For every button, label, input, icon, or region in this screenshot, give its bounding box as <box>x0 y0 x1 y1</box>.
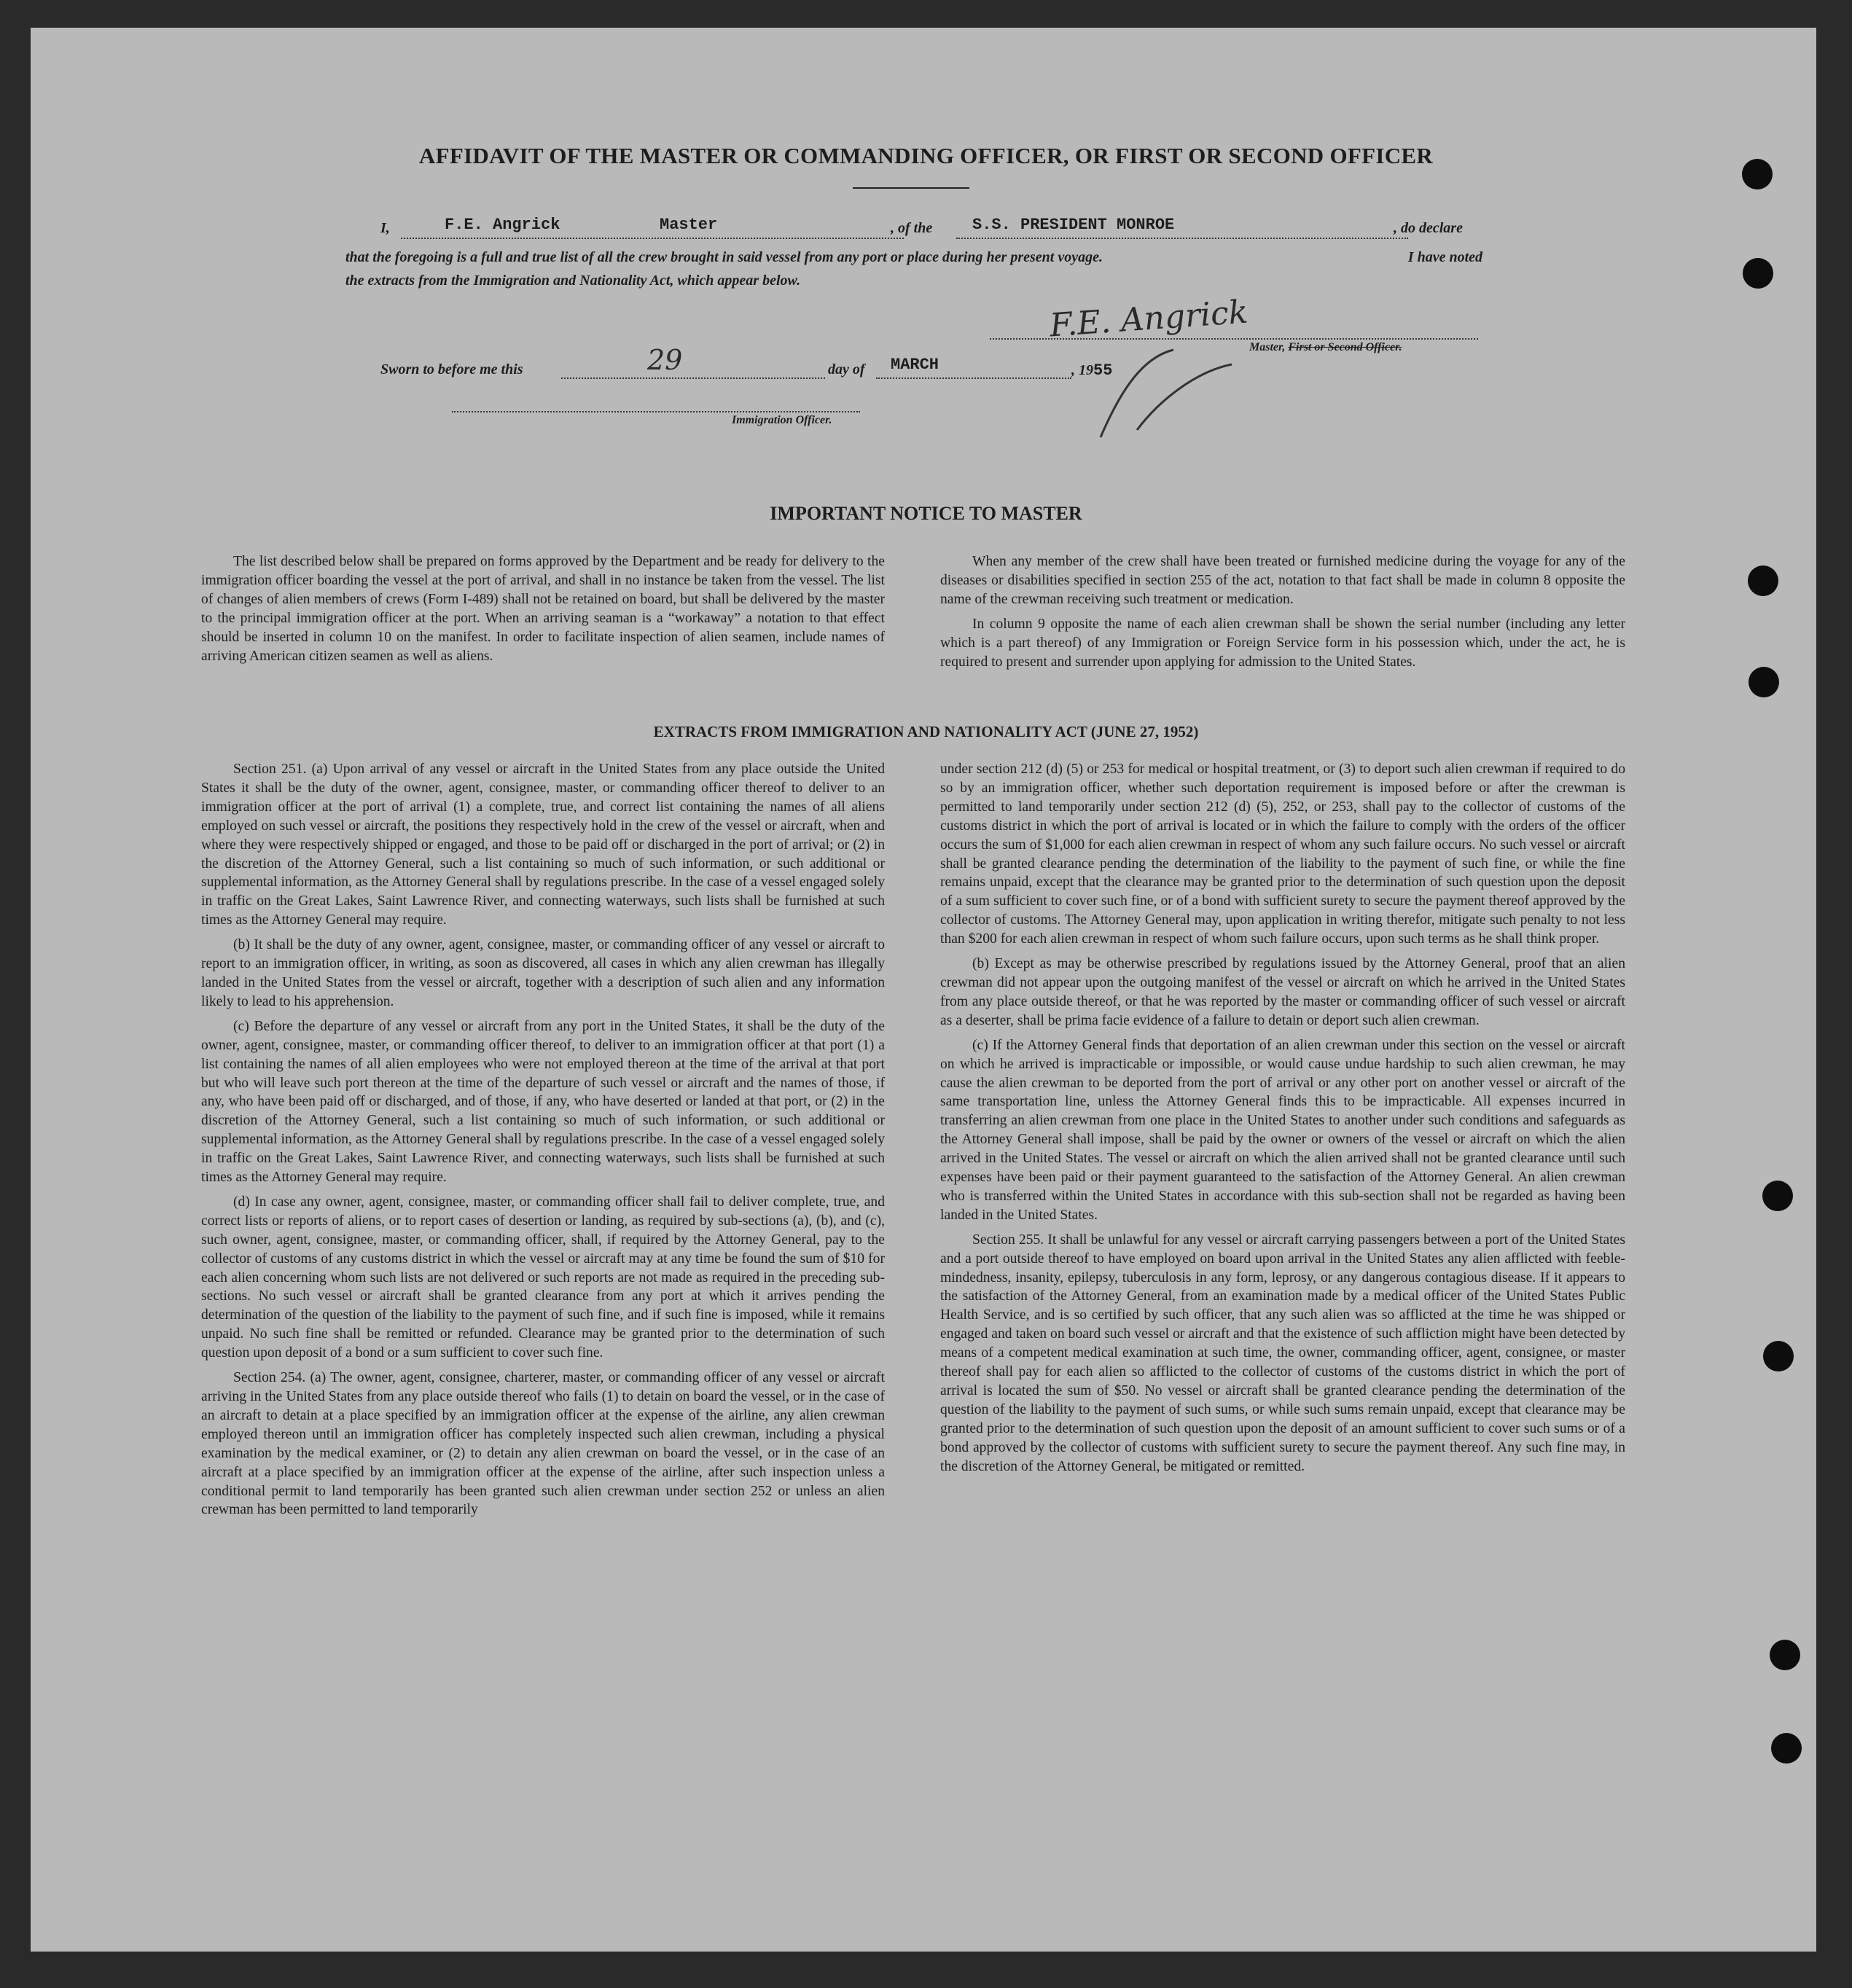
notice-right-column <box>940 552 1625 677</box>
punch-hole <box>1748 566 1778 596</box>
signer-title-master: Master, <box>1249 341 1286 353</box>
declaration-tail: I have noted <box>1407 249 1482 265</box>
section-251-a: Section 251. (a) Upon arrival of any vessel or aircraft in the United States from any place outside the United States it shall be the duty of the owner, agent, consignee, master, or commanding officer thereof to deliver to an immigration officer at the port of arrival (1) a complete, true, and correct list containing the names of all aliens employed on such vessel or aircraft, the positions they respectively hold in the crew of the vessel or aircraft, when and where they were respectively shipped or engaged, and those to be paid off or discharged in the port of arrival; or (2) in the discretion of the Attorney General, such a list containing so much of such information, or such additional or supplemental information, as the Attorney General shall by regulations prescribe. In the case of a vessel engaged solely in traffic on the Great Lakes, Saint Lawrence River, and connecting waterways, such lists shall be furnished at such times as the Attorney General may require. <box>201 762 885 928</box>
section-251-d: (d) In case any owner, agent, consignee, master, or commanding officer shall fail to deliver complete, true, and correct lists or reports of aliens, or to report cases of desertion or landing, as required by sub-sections (a), (b), and (c), such owner, agent, consignee, master, or commanding officer, shall, if required by the Attorney General, pay to the collector of customs of any customs district in which the vessel or aircraft may at any time be found the sum of $10 for each alien concerning whom such lists are not delivered or such reports are not made as required in the preceding sub-sections. No such vessel or aircraft shall be granted clearance from any port at which it arrives pending the determination of the question of the liability to the payment of such fine, and if such fine is imposed, while it remains unpaid. No such fine shall be remitted or refunded. Clearance may be granted prior to the determination of such question upon deposit of a bond or a sum sufficient to cover such fine. <box>201 1194 885 1361</box>
notice-left-text: The list described below shall be prepared on forms approved by the Department and be ready for delivery to the immigration officer boarding the vessel at the port of arrival, and shall in no instance be taken from the vessel. The list of changes of alien members of crews (Form I-489) shall not be retained on board, but shall be delivered by the master to the principal immigration officer at the port. When an arriving seaman is a “workaway” a notation to that effect should be inserted in column 10 on the manifest. In order to facilitate inspection of alien seamen, include names of arriving American citizen seamen as well as aliens. <box>201 554 885 664</box>
declaration-line-3: the extracts from the Immigration and Nationality Act, which appear below. <box>345 273 801 289</box>
section-254-a-cont: under section 212 (d) (5) or 253 for medical or hospital treatment, or (3) to deport such alien crewman if required to do so by an immigration officer, whether such deportation requirement is imposed before or after the crewman is permitted to land temporarily under section 212 (d) (5), 252, or 253, shall pay to the collector of customs of the customs district in which the port of arrival is located or in which the failure to comply with the orders of the officer occurs the sum of $1,000 for each alien crewman in respect of whom any such failure occurs. No such vessel or aircraft shall be granted clearance pending the determination of the liability to the payment of such fine, or while the fine remains unpaid, except that the clearance may be granted prior to the determination of such question upon the deposit of a sum sufficient to cover such fine, or of a bond with sufficient surety to secure the payment thereof approved by the collector of customs. The Attorney General may, upon application in writing therefor, mitigate such penalty to not less than $200 for each alien crewman in respect of whom such failure occurs, upon such terms as he shall think proper. <box>940 762 1625 947</box>
pronoun: I, <box>380 220 390 236</box>
punch-hole <box>1771 1733 1802 1764</box>
punch-hole <box>1763 1341 1794 1371</box>
extracts-right-column <box>940 760 1625 1482</box>
section-254-a: Section 254. (a) The owner, agent, consignee, charterer, master, or commanding officer of any vessel or aircraft arriving in the United States from any place outside thereof who fails (1) to detain on board the vessel, or in the case of an aircraft to detain at a place specified by an immigration officer at the expense of the airline, any alien crewman employed thereon until an immigration officer has completely inspected such alien crewman, including a physical examination by the medical examiner, or (2) to detain any alien crewman on board the vessel, or in the case of an aircraft at a place specified by an immigration officer at the expense of the airline, after such inspection unless a conditional permit to land temporarily has been granted such alien crewman under section 252 or unless an alien crewman has been permitted to land temporarily <box>201 1370 885 1518</box>
officer-field <box>401 216 904 239</box>
section-254-b: (b) Except as may be otherwise prescribed by regulations issued by the Attorney General, proof that an alien crewman did not appear upon the outgoing manifest of the vessel or aircraft on which he arrived in the United States from any place outside thereof, or that he was reported by the master or commanding officer of such vessel or aircraft as a deserter, shall be prima facie evidence of a failure to detain or deport such alien crewman. <box>940 956 1625 1028</box>
section-254-c: (c) If the Attorney General finds that deportation of an alien crewman under this section on the vessel or aircraft on which he arrived is impracticable or impossible, or would cause undue hardship to such alien crewman, he may cause the alien crewman to be deported from the port of arrival or any other port on another vessel or aircraft of the same transportation line, unless the Attorney General finds this to be impracticable. All expenses incurred in transferring an alien crewman from one place in the United States to another under such conditions and safeguards as the Attorney General shall impose, shall be paid by the owner or owners of the vessel or aircraft on which the alien arrived in the United States. The vessel or aircraft on which the alien arrived shall not be granted clearance until such expenses have been paid or their payment guaranteed to the satisfaction of the Attorney General. An alien crewman who is transferred within the United States in accordance with this sub-section shall not be regarded as having been landed in the United States. <box>940 1037 1625 1223</box>
affidavit-title: AFFIDAVIT OF THE MASTER OR COMMANDING OFFICER, OR FIRST OR SECOND OFFICER <box>418 143 1434 168</box>
punch-hole <box>1749 667 1779 697</box>
section-251-c: (c) Before the departure of any vessel or aircraft from any port in the United States, it shall be the duty of the owner, agent, consignee, master, or commanding officer thereof, to deliver to an immigration officer at that port (1) a list containing the names of all alien employees who were not employed thereon at the time of the arrival at that port but who will leave such port thereon at the time of the departure of such vessel or aircraft and the names of those, if any, who have been paid off or discharged, and of those, if any, who have deserted or landed at that port, or (2) in the discretion of the Attorney General, such a list containing so much of such information, or such additional or supplemental information, as the Attorney General shall by regulations prescribe. In the case of a vessel engaged solely in traffic on the Great Lakes, Saint Lawrence River, and connecting waterways, such lists shall be furnished at such times as the Attorney General may require. <box>201 1018 885 1186</box>
sworn-year-prefix: , 19 <box>1071 362 1093 378</box>
punch-hole <box>1762 1181 1793 1211</box>
master-signature: F.E. Angrick <box>1048 293 1249 345</box>
sworn-month-field <box>876 356 1071 379</box>
extracts-title: EXTRACTS FROM IMMIGRATION AND NATIONALITY ACT (JUNE 27, 1952) <box>653 723 1199 740</box>
declaration-line-2 <box>345 249 1482 266</box>
declaration-text: that the foregoing is a full and true list of all the crew brought in said vessel from any port or place during her present voyage. <box>345 249 1103 265</box>
title-rule <box>853 187 969 189</box>
vessel-field <box>956 216 1408 239</box>
notice-right-text-1: When any member of the crew shall have been treated or furnished medicine during the voyage for any of the diseases or disabilities specified in section 255 of the act, notation to that fact shall be made in column 8 opposite the name of the crewman receiving such treatment or medication. <box>940 554 1625 607</box>
declaration-line-1 <box>380 216 1488 242</box>
notice-title: IMPORTANT NOTICE TO MASTER <box>770 503 1082 524</box>
section-255: Section 255. It shall be unlawful for any vessel or aircraft carrying passengers between a port of the United States and a port outside thereof to have employed on board upon arrival in the United States any alien afflicted with feeble-mindedness, insanity, epilepsy, tuberculosis in any form, leprosy, or any dangerous contagious disease. If it appears to the satisfaction of the Attorney General, from an examination made by a medical officer of the United States Public Health Service, and is so certified by such officer, that any such alien was so afflicted at the time he was shipped or engaged and taken on board such vessel or aircraft and that the existence of such affliction might have been detected by means of a competent medical examination at such time, the owner, commanding officer, agent, consignee, or master thereof shall pay for each alien so afflicted to the collector of customs of the customs district in which the port of arrival is located the sum of $50. No vessel or aircraft shall be granted clearance pending the determination of the question of the liability to the payment of such sums, or while such sums remain unpaid, except that clearance may be granted prior to the determination of such question upon the deposit of an amount sufficient to cover such sums or of a bond approved by the collector of customs with sufficient surety to secure the payment thereof. Any such fine may, in the discretion of the Attorney General, be mitigated or remitted. <box>940 1232 1625 1474</box>
officer-rank: Master <box>660 216 718 234</box>
punch-hole <box>1770 1640 1800 1670</box>
vessel-name: S.S. PRESIDENT MONROE <box>972 216 1175 234</box>
officer-name: F.E. Angrick <box>445 216 560 234</box>
signature-line <box>990 337 1478 340</box>
sworn-label: Sworn to before me this <box>380 361 523 377</box>
sworn-day-field <box>561 344 825 379</box>
immigration-officer-label: Immigration Officer. <box>732 414 832 426</box>
do-declare-label: , do declare <box>1394 220 1463 236</box>
signer-title-struck: First or Second Officer. <box>1288 341 1402 353</box>
of-the-label: , of the <box>891 220 933 236</box>
section-251-b: (b) It shall be the duty of any owner, agent, consignee, master, or commanding officer of any vessel or aircraft to report to an immigration officer, in writing, as soon as discovered, all cases in which any alien crewman has illegally landed in the United States from the vessel or aircraft, together with a description of such alien and any information likely to lead to his apprehension. <box>201 937 885 1009</box>
immigration-officer-line <box>452 410 860 412</box>
sworn-month: MARCH <box>891 356 939 374</box>
notice-left-column <box>201 552 885 671</box>
sworn-day: 29 <box>647 344 683 376</box>
notice-right-text-2: In column 9 opposite the name of each alien crewman shall be shown the serial number (including any letter which is a part thereof) of any Immigration or Foreign Service form in his possession which, under the act, he is required to present and surrender upon applying for admission to the United States. <box>940 616 1625 670</box>
extracts-left-column <box>201 760 885 1525</box>
punch-hole <box>1743 258 1773 289</box>
pen-stroke-icon <box>1093 343 1254 445</box>
sworn-year-value: 55 <box>1093 361 1113 380</box>
signer-title <box>1249 341 1402 354</box>
officer-pen-stroke <box>1093 343 1254 445</box>
day-of-label: day of <box>828 361 865 377</box>
